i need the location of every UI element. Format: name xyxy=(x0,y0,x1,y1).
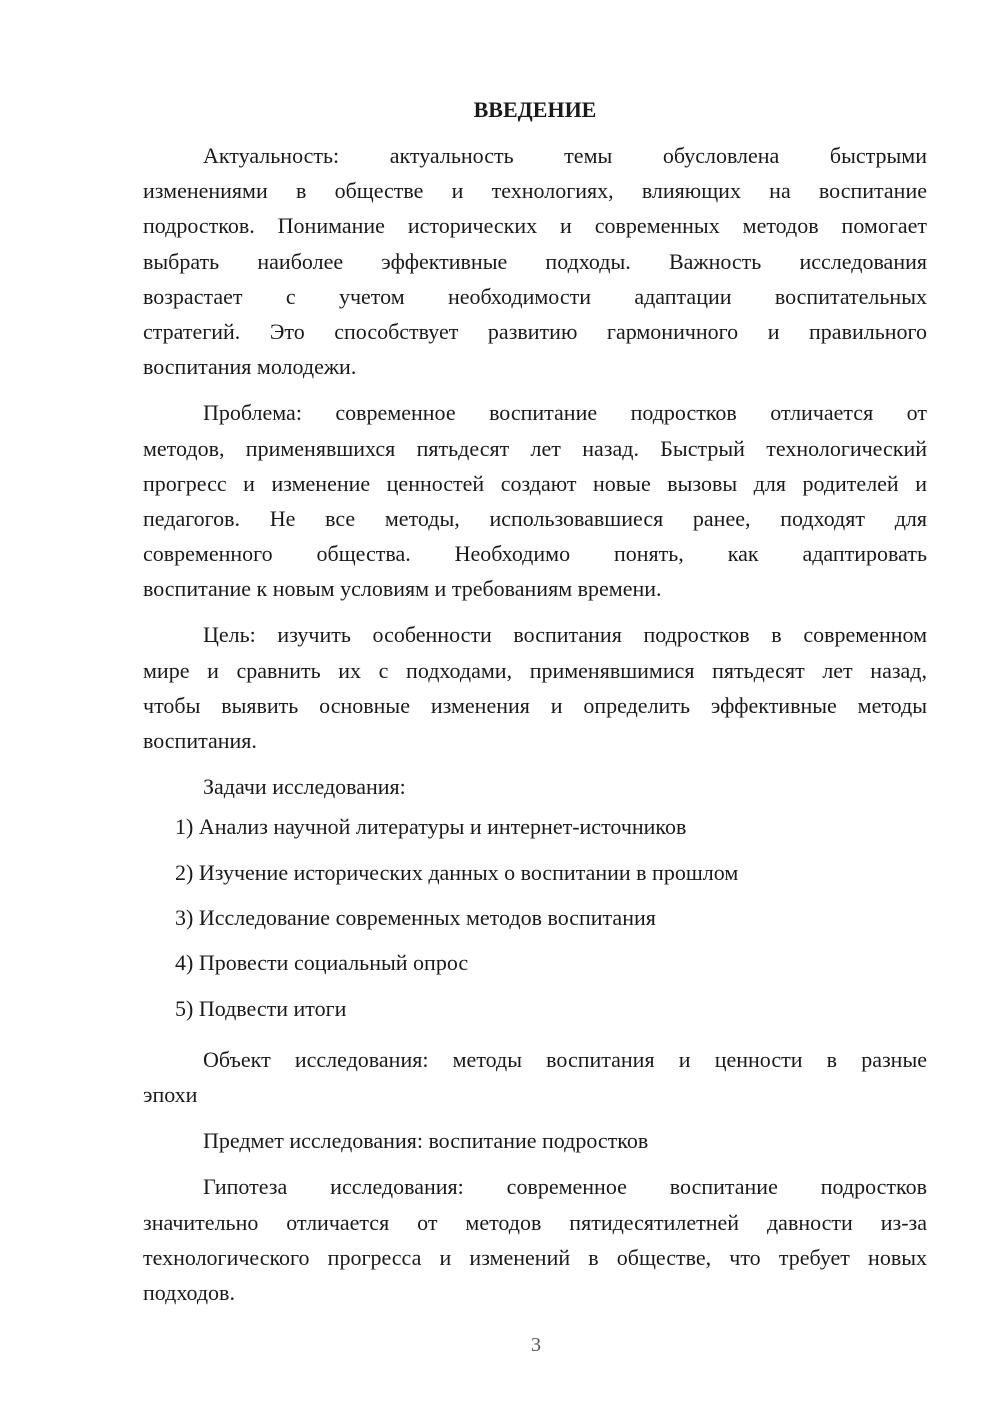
tasks-list xyxy=(143,804,927,1030)
task-list-item: 2) Изучение исторических данных о воспитании в прошлом xyxy=(175,859,739,885)
document-page xyxy=(143,92,927,1310)
text-line: эпохи xyxy=(143,1082,198,1108)
text-line: Гипотеза исследования: современное воспитание подростков xyxy=(203,1174,927,1200)
text-line: технологического прогресса и изменений в обществе, что требует новых xyxy=(143,1244,927,1270)
page-number: 3 xyxy=(531,1334,541,1356)
text-line: мире и сравнить их с подходами, применявшимися пятьдесят лет назад, xyxy=(143,657,927,683)
task-list-item: 5) Подвести итоги xyxy=(175,995,347,1021)
text-line: Задачи исследования: xyxy=(203,774,406,800)
text-line: прогресс и изменение ценностей создают новые вызовы для родителей и xyxy=(143,470,927,496)
text-line: Предмет исследования: воспитание подростков xyxy=(203,1128,649,1154)
page-title: ВВЕДЕНИЕ xyxy=(473,97,597,122)
text-line: Актуальность: актуальность темы обусловлена быстрыми xyxy=(203,143,927,168)
text-line: возрастает с учетом необходимости адаптации воспитательных xyxy=(143,283,927,309)
text-line: Проблема: современное воспитание подростков отличается от xyxy=(203,400,927,426)
object-paragraph xyxy=(143,1042,927,1112)
text-line: чтобы выявить основные изменения и определить эффективные методы xyxy=(143,692,927,718)
goal-paragraph xyxy=(143,617,927,758)
problem-paragraph xyxy=(143,395,927,606)
intro-paragraphs xyxy=(143,138,927,804)
text-line: подходов. xyxy=(143,1279,235,1305)
text-line: стратегий. Это способствует развитию гармоничного и правильного xyxy=(143,318,927,344)
task-list-item: 3) Исследование современных методов воспитания xyxy=(175,904,656,930)
text-line: педагогов. Не все методы, использовавшиеся ранее, подходят для xyxy=(143,505,927,531)
text-line: изменениями в обществе и технологиях, влияющих на воспитание xyxy=(143,178,927,204)
closing-paragraphs xyxy=(143,1042,927,1310)
task-list-item: 4) Провести социальный опрос xyxy=(175,950,469,976)
text-line: методов, применявшихся пятьдесят лет назад. Быстрый технологический xyxy=(143,435,927,461)
text-line: значительно отличается от методов пятидесятилетней давности из-за xyxy=(143,1209,927,1235)
tasks-heading xyxy=(143,769,927,804)
task-list-item: 1) Анализ научной литературы и интернет-источников xyxy=(175,814,687,840)
text-line: Цель: изучить особенности воспитания подростков в современном xyxy=(203,622,927,648)
text-line: Объект исследования: методы воспитания и ценности в разные xyxy=(203,1046,927,1072)
text-line: воспитание к новым условиям и требованиям времени. xyxy=(143,576,662,602)
text-line: воспитания. xyxy=(143,728,257,753)
relevance-paragraph xyxy=(143,138,927,384)
text-line: подростков. Понимание исторических и современных методов помогает xyxy=(143,213,927,239)
text-line: воспитания молодежи. xyxy=(143,354,357,380)
subject-paragraph xyxy=(143,1123,927,1158)
hypothesis-paragraph xyxy=(143,1169,927,1310)
text-line: современного общества. Необходимо понять, как адаптировать xyxy=(143,541,927,567)
text-line: выбрать наиболее эффективные подходы. Важность исследования xyxy=(143,248,927,274)
